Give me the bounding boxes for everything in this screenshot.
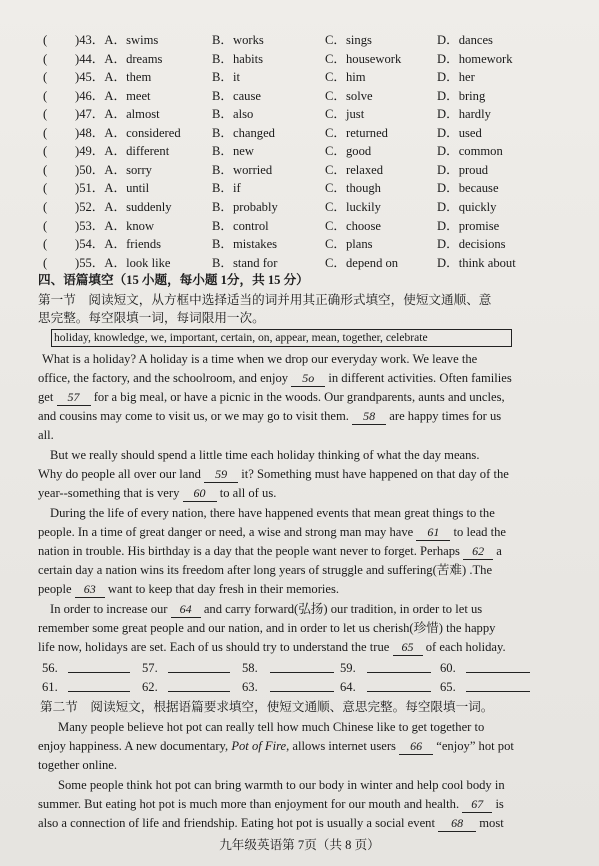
part2-instruction: 第二节 阅读短文，根据语篇要求填空，使短文通顺、意思完整。每空限填一词。 <box>40 700 494 714</box>
option-b: B．changed <box>212 125 275 140</box>
p3-line-3: nation in trouble. His birthday is a day that the people want never to forget. Perhaps 62 a <box>38 544 502 558</box>
part2-p1-line-1: Many people believe hot pot can really tell how much Chinese like to get together to <box>58 720 485 734</box>
p1-line-2: office, the factory, and the schoolroom, and enjoy 5o in different activities. Often families <box>38 371 512 385</box>
part2-p2-line-3: also a connection of life and friendship. Eating hot pot is usually a social event 68 most <box>38 816 504 830</box>
option-b: B．stand for <box>212 255 278 270</box>
part1-instruction-2: 思完整。每空限填一词，每词限用一次。 <box>38 311 265 325</box>
option-b: B．habits <box>212 51 264 66</box>
blank-67[interactable]: 67 <box>462 797 492 813</box>
option-b: B．it <box>212 70 240 85</box>
answer-paren[interactable]: ( <box>43 88 48 103</box>
p2-line-3: year--something that is very 60 to all of us. <box>38 486 277 500</box>
option-row <box>0 68 599 86</box>
option-row <box>0 179 599 197</box>
option-a: )52．A．suddenly <box>75 199 172 214</box>
option-row <box>0 87 599 105</box>
answer-row-1 <box>38 659 558 677</box>
answer-paren[interactable]: ( <box>43 255 48 270</box>
answer-label-64: 64. <box>340 680 356 694</box>
option-row <box>0 105 599 123</box>
answer-line-65[interactable] <box>466 691 530 692</box>
blank-62[interactable]: 62 <box>463 544 493 560</box>
option-a: )46．A．meet <box>75 88 151 103</box>
answer-paren[interactable]: ( <box>43 162 48 177</box>
blank-57[interactable]: 57 <box>57 390 91 406</box>
option-b: B．cause <box>212 88 261 103</box>
option-a: )48．A．considered <box>75 125 181 140</box>
option-c: C．though <box>325 181 381 196</box>
option-a: )54．A．friends <box>75 237 162 252</box>
option-d: D．because <box>437 181 499 196</box>
answer-paren[interactable]: ( <box>43 144 48 159</box>
option-c: C．solve <box>325 88 373 103</box>
answer-paren[interactable]: ( <box>43 33 48 47</box>
blank-68[interactable]: 68 <box>438 816 476 832</box>
option-b: B．if <box>212 181 241 196</box>
option-d: D．hardly <box>437 107 491 122</box>
answer-paren[interactable]: ( <box>43 218 48 233</box>
p4-line-1: In order to increase our 64 and carry forward(弘扬) our tradition, in order to let us <box>50 602 483 616</box>
option-c: C．luckily <box>325 199 381 214</box>
answer-paren[interactable]: ( <box>43 51 48 66</box>
p4-line-2: remember some great people and our nation, and in order to let us cherish(珍惜) the happy <box>38 621 496 635</box>
p3-line-4: certain day a nation wins its freedom after long years of struggle and suffering(苦难) .The <box>38 563 493 577</box>
page-footer: 九年级英语第 7页（共 8 页） <box>219 838 380 852</box>
part1-instruction-1: 第一节 阅读短文，从方框中选择适当的词并用其正确形式填空，使短文通顺、意 <box>38 293 492 307</box>
p1-line-4: and cousins may come to visit us, or we may go to visit them. 58 are happy times for us <box>38 409 502 423</box>
option-row <box>0 31 599 49</box>
option-b: B．worried <box>212 162 273 177</box>
answer-label-63: 63. <box>242 680 258 694</box>
answer-paren[interactable]: ( <box>43 181 48 196</box>
option-row <box>0 235 599 253</box>
answer-row-2 <box>38 678 558 696</box>
option-a: )55．A．look like <box>75 255 171 270</box>
option-c: C．relaxed <box>325 162 384 177</box>
answer-line-64[interactable] <box>367 691 431 692</box>
p1-line-1: What is a holiday? A holiday is a time when we drop our everyday work. We leave the <box>42 352 478 366</box>
blank-63[interactable]: 63 <box>75 582 105 598</box>
option-b: B．mistakes <box>212 237 278 252</box>
answer-paren[interactable]: ( <box>43 237 48 252</box>
option-d: D．decisions <box>437 237 506 252</box>
option-b: B．also <box>212 107 254 122</box>
answer-label-60: 60. <box>440 661 456 675</box>
answer-label-56: 56. <box>42 661 58 675</box>
p3-line-5: people 63 want to keep that day fresh in their memories. <box>38 582 340 596</box>
p2-line-2: Why do people all over our land 59 it? Something must have happened on that day of the <box>38 467 509 481</box>
option-b: B．control <box>212 218 269 233</box>
blank-56[interactable]: 5o <box>291 371 325 387</box>
answer-line-57[interactable] <box>168 672 230 673</box>
answer-line-56[interactable] <box>68 672 130 673</box>
answer-label-57: 57. <box>142 661 158 675</box>
p1-line-5: all. <box>38 428 54 442</box>
option-row <box>0 161 599 179</box>
answer-label-65: 65. <box>440 680 456 694</box>
option-c: C．good <box>325 144 372 159</box>
option-c: C．returned <box>325 125 388 140</box>
option-d: D．homework <box>437 51 513 66</box>
option-c: C．housework <box>325 51 402 66</box>
answer-label-59: 59. <box>340 661 356 675</box>
option-d: D．her <box>437 70 475 85</box>
answer-paren[interactable]: ( <box>43 70 48 85</box>
p3-line-1: During the life of every nation, there have happened events that mean great things to the <box>50 506 495 520</box>
blank-64[interactable]: 64 <box>171 602 201 618</box>
option-row <box>0 198 599 216</box>
section-heading: 四、语篇填空（15 小题，每小题 1分，共 15 分） <box>38 273 309 287</box>
option-d: D．think about <box>437 255 516 270</box>
answer-line-60[interactable] <box>466 672 530 673</box>
option-c: C．choose <box>325 218 381 233</box>
answer-line-58[interactable] <box>270 672 334 673</box>
option-d: D．quickly <box>437 199 497 214</box>
p2-line-1: But we really should spend a little time each holiday thinking of what the day means. <box>50 448 480 462</box>
answer-paren[interactable]: ( <box>43 199 48 214</box>
answer-line-62[interactable] <box>168 691 230 692</box>
option-d: D．bring <box>437 88 486 103</box>
option-c: C．just <box>325 107 365 122</box>
option-c: C．him <box>325 70 366 85</box>
option-a: )49．A．different <box>75 144 170 159</box>
option-c: C．depend on <box>325 255 399 270</box>
option-a: )53．A．know <box>75 218 155 233</box>
option-d: D．dances <box>437 33 493 47</box>
option-a: )50．A．sorry <box>75 162 152 177</box>
answer-line-59[interactable] <box>367 672 431 673</box>
option-a: )51．A．until <box>75 181 150 196</box>
option-row <box>0 124 599 142</box>
option-a: )43．A．swims <box>75 33 159 47</box>
part2-p2-line-2: summer. But eating hot pot is much more than enjoyment for our mouth and health. 67 is <box>38 797 504 811</box>
option-b: B．works <box>212 33 264 47</box>
answer-label-58: 58. <box>242 661 258 675</box>
answer-label-62: 62. <box>142 680 158 694</box>
blank-60[interactable]: 60 <box>183 486 217 502</box>
p1-line-3: get 57 for a big meal, or have a picnic in the woods. Our grandparents, aunts and uncles, <box>38 390 505 404</box>
answer-line-63[interactable] <box>270 691 334 692</box>
blank-58[interactable]: 58 <box>352 409 386 425</box>
option-a: )44．A．dreams <box>75 51 163 66</box>
part2-p1-line-2: enjoy happiness. A new documentary, Pot of Fire, allows internet users 66 “enjoy” hot pot <box>38 739 514 753</box>
answer-paren[interactable]: ( <box>43 125 48 140</box>
blank-59[interactable]: 59 <box>204 467 238 483</box>
option-row <box>0 217 599 235</box>
option-c: C．plans <box>325 237 373 252</box>
option-a: )47．A．almost <box>75 107 160 122</box>
option-row <box>0 254 599 272</box>
word-box: holiday, knowledge, we, important, certain, on, appear, mean, together, celebrate <box>51 329 512 347</box>
blank-65[interactable]: 65 <box>393 640 423 656</box>
option-c: C．sings <box>325 33 372 47</box>
part2-p1-line-3: together online. <box>38 758 118 772</box>
option-d: D．used <box>437 125 482 140</box>
option-d: D．promise <box>437 218 500 233</box>
option-b: B．probably <box>212 199 278 214</box>
blank-61[interactable]: 61 <box>416 525 450 541</box>
option-b: B．new <box>212 144 254 159</box>
option-row <box>0 50 599 68</box>
option-d: D．common <box>437 144 503 159</box>
answer-paren[interactable]: ( <box>43 107 48 122</box>
blank-66[interactable]: 66 <box>399 739 433 755</box>
p4-line-3: life now, holidays are set. Each of us should try to understand the true 65 of each holiday. <box>38 640 506 654</box>
option-d: D．proud <box>437 162 489 177</box>
part2-p2-line-1: Some people think hot pot can bring warmth to our body in winter and help cool body in <box>58 778 505 792</box>
option-row <box>0 142 599 160</box>
answer-line-61[interactable] <box>68 691 130 692</box>
p3-line-2: people. In a time of great danger or need, a wise and strong man may have 61 to lead the <box>38 525 507 539</box>
answer-label-61: 61. <box>42 680 58 694</box>
option-a: )45．A．them <box>75 70 152 85</box>
